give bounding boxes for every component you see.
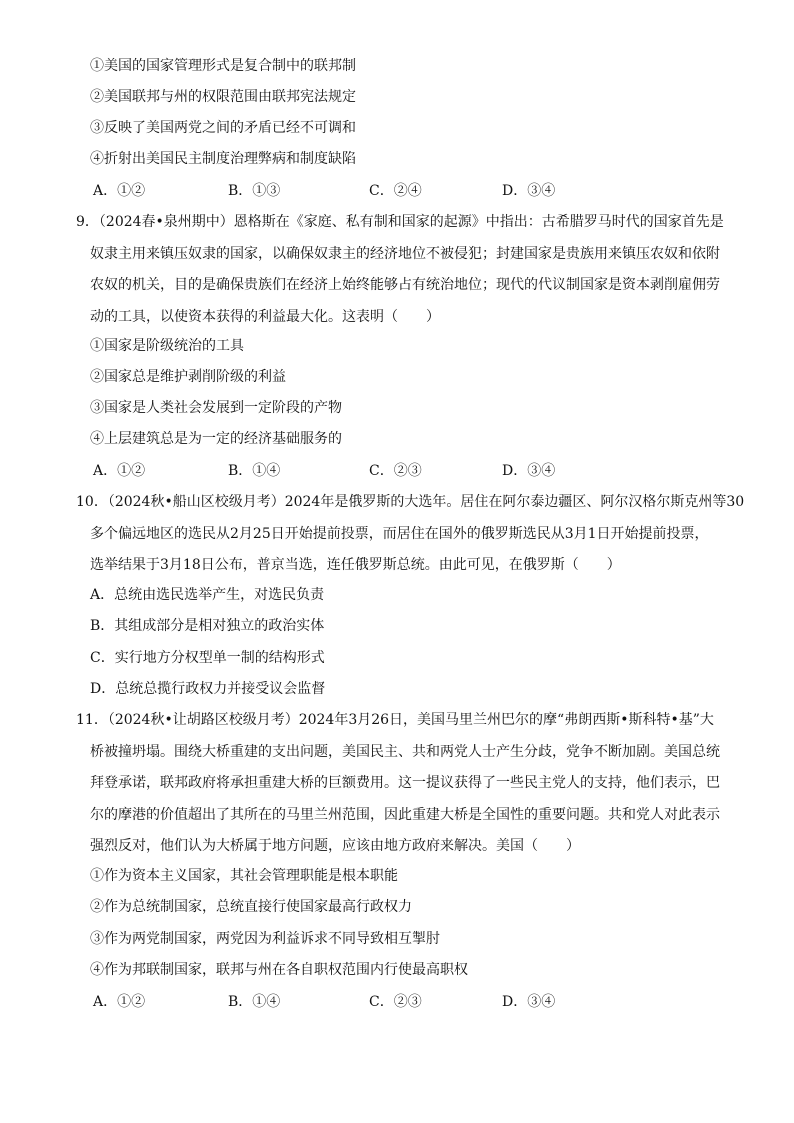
q11-stem-line-5: 强烈反对，他们认为大桥属于地方问题，应该由地方政府来解决。美国（ ） <box>90 838 580 854</box>
q8-option-d[interactable]: D．③④ <box>502 183 556 199</box>
q9-statement-2: ②国家总是维护剥削阶级的利益 <box>90 369 286 385</box>
q8-statement-1: ①美国的国家管理形式是复合制中的联邦制 <box>90 58 356 74</box>
q9-stem <box>76 207 724 333</box>
q8-option-a[interactable]: A．①② <box>93 183 146 199</box>
q11-statement-1: ①作为资本主义国家，其社会管理职能是根本职能 <box>90 868 398 884</box>
q10-choice-b[interactable]: B．其组成部分是相对独立的政治实体 <box>90 618 325 634</box>
q11-option-a[interactable]: A．①② <box>93 994 146 1010</box>
q9-stem-line-2: 奴隶主用来镇压奴隶的国家，以确保奴隶主的经济地位不被侵犯；封建国家是贵族用来镇压农奴和依附 <box>90 245 720 262</box>
q9-statement-3: ③国家是人类社会发展到一定阶段的产物 <box>90 400 342 416</box>
q9-statement-1: ①国家是阶级统治的工具 <box>90 338 244 354</box>
q9-option-a[interactable]: A．①② <box>93 463 146 479</box>
q8-option-c[interactable]: C．②④ <box>369 183 422 199</box>
q9-option-c[interactable]: C．②③ <box>369 463 422 479</box>
q9-statement-4: ④上层建筑总是为一定的经济基础服务的 <box>90 431 342 447</box>
q9-stem-line-4: 动的工具，以使资本获得的利益最大化。这表明（ ） <box>90 308 440 325</box>
q8-options <box>90 181 650 201</box>
q10-stem <box>76 487 745 582</box>
q11-stem-line-3: 拜登承诺，联邦政府将承担重建大桥的巨额费用。这一提议获得了一些民主党人的支持，他们表示，巴 <box>90 775 720 791</box>
q9-stem-line-1: 9．（2024春•泉州期中）恩格斯在《家庭、私有制和国家的起源》中指出：古希腊罗马时代的国家首先是 <box>76 214 724 230</box>
q11-option-c[interactable]: C．②③ <box>369 994 422 1010</box>
q10-stem-line-2: 多个偏远地区的选民从2月25日开始提前投票，而居住在国外的俄罗斯选民从3月1日开始提前投票， <box>90 525 709 542</box>
q10-stem-line-3: 选举结果于3月18日公布，普京当选，连任俄罗斯总统。由此可见，在俄罗斯（ ） <box>90 557 621 573</box>
q11-statement-4: ④作为邦联制国家，联邦与州在各自职权范围内行使最高职权 <box>90 962 468 978</box>
q11-statement-2: ②作为总统制国家，总统直接行使国家最高行政权力 <box>90 899 412 915</box>
q11-option-d[interactable]: D．③④ <box>502 994 556 1010</box>
q10-choice-c[interactable]: C．实行地方分权型单一制的结构形式 <box>90 650 325 666</box>
q9-option-b[interactable]: B．①④ <box>228 463 281 479</box>
q8-statement-3: ③反映了美国两党之间的矛盾已经不可调和 <box>90 120 356 136</box>
q11-statement-3: ③作为两党制国家，两党因为利益诉求不同导致相互掣肘 <box>90 931 440 947</box>
q8-statement-4: ④折射出美国民主制度治理弊病和制度缺陷 <box>90 151 356 167</box>
q10-stem-line-1: 10．（2024秋•船山区校级月考）2024年是俄罗斯的大选年。居住在阿尔泰边疆区、阿尔汉格尔斯克州等30 <box>76 494 745 510</box>
q11-option-b[interactable]: B．①④ <box>228 994 281 1010</box>
q11-stem-line-4: 尔的摩港的价值超出了其所在的马里兰州范围，因此重建大桥是全国性的重要问题。共和党人对此表示 <box>90 806 720 823</box>
q11-stem <box>76 705 720 863</box>
q11-options <box>90 992 650 1012</box>
q10-choice-d[interactable]: D．总统总揽行政权力并接受议会监督 <box>90 681 326 697</box>
q9-option-d[interactable]: D．③④ <box>502 463 556 479</box>
q8-option-b[interactable]: B．①③ <box>228 183 281 199</box>
q8-statement-2: ②美国联邦与州的权限范围由联邦宪法规定 <box>90 89 356 105</box>
q10-choice-a[interactable]: A．总统由选民选举产生，对选民负责 <box>90 587 325 603</box>
q9-stem-line-3: 农奴的机关，目的是确保贵族们在经济上始终能够占有统治地位；现代的代议制国家是资本剥削雇佣劳 <box>90 277 720 293</box>
q11-stem-line-2: 桥被撞坍塌。围绕大桥重建的支出问题，美国民主、共和两党人士产生分歧，党争不断加剧。美国总统 <box>90 743 720 760</box>
q11-stem-line-1: 11．（2024秋•让胡路区校级月考）2024年3月26日，美国马里兰州巴尔的摩“弗朗西斯•斯科特•基”大 <box>76 712 714 728</box>
q9-options <box>90 461 650 481</box>
